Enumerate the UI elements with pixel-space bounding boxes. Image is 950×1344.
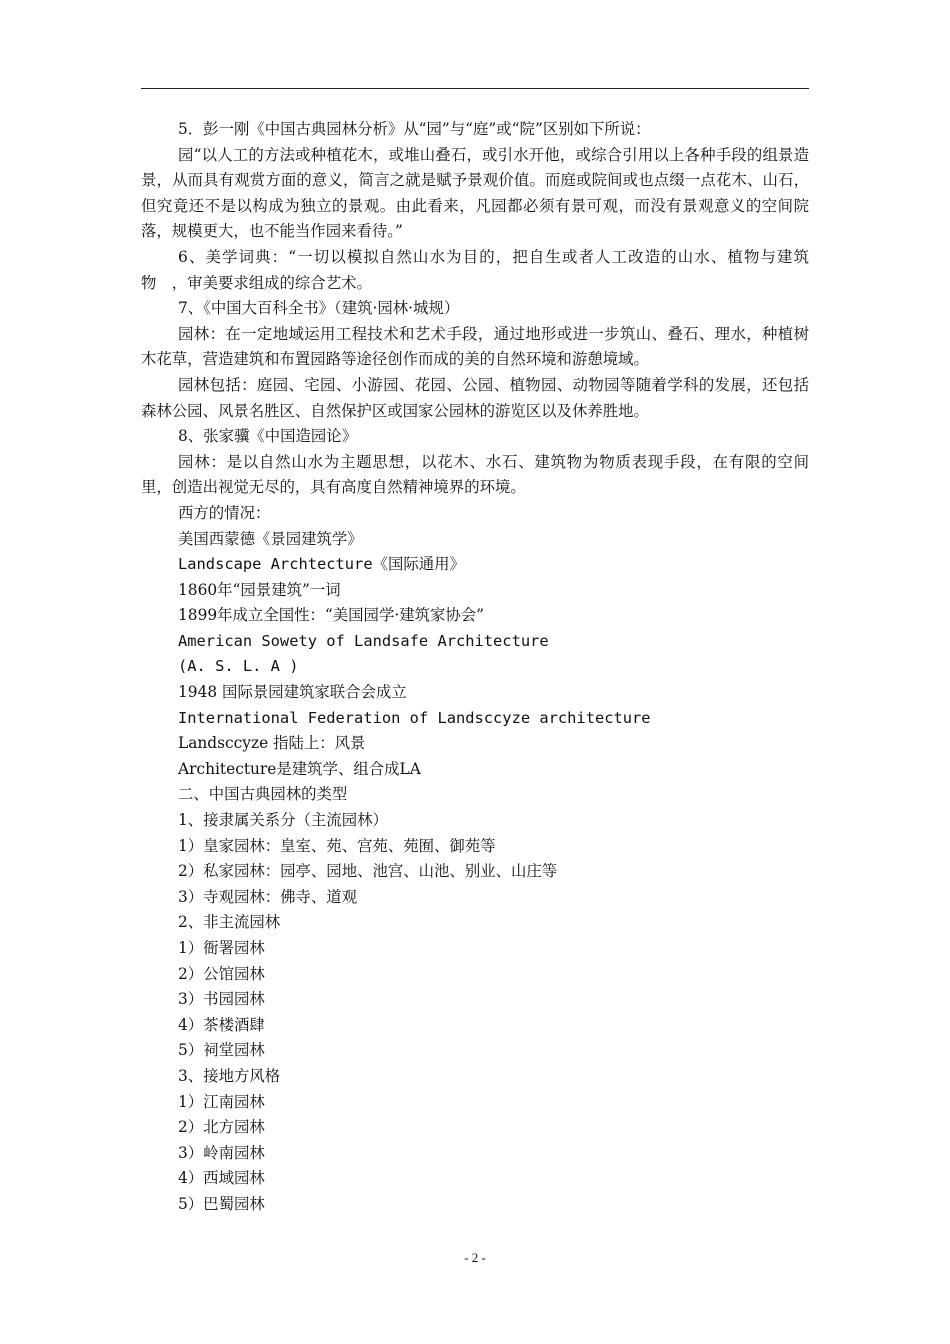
list-item: 2）北方园林: [178, 1118, 265, 1137]
line-landsccyze: Landsccyze 指陆上：风景: [178, 734, 366, 753]
list-item: 2）公馆园林: [178, 964, 265, 983]
paragraph-garden-definition: 园林：在一定地域运用工程技术和艺术手段，通过地形或进一步筑山、叠石、理水，种植树木花草，营造建筑和布置园路等途径创作而成的美的自然环境和游憩境域。: [141, 324, 809, 369]
page-body: [141, 117, 809, 1218]
list-item: 4）茶楼酒肆: [178, 1015, 265, 1034]
line-american-society: American Sowety of Landsafe Architecture: [178, 631, 549, 650]
heading-encyclopedia: 7、《中国大百科全书》（建筑·园林·城规）: [178, 299, 460, 318]
line-western-situation: 西方的情况：: [178, 503, 271, 522]
line-landscape-architecture: Landscape Archtecture《国际通用》: [178, 555, 465, 574]
line-architecture-la: Architecture是建筑学、组合成LA: [178, 759, 421, 778]
line-1860: 1860年“园景建筑”一词: [178, 580, 341, 599]
line-1899: 1899年成立全国性：“美国园学·建筑家协会”: [178, 606, 485, 625]
header-rule: [141, 88, 809, 89]
list-item: 5）巴蜀园林: [178, 1194, 265, 1213]
list-item: 2）私家园林：园亭、园地、池宫、山池、别业、山庄等: [178, 862, 558, 881]
paragraph-peng-yigang: 5．彭一刚《中国古典园林分析》从“园”与“庭”或“院”区别如下所说：: [178, 120, 651, 138]
line-simonds-book: 美国西蒙德《景园建筑学》: [178, 529, 363, 548]
list-item: 5）祠堂园林: [178, 1041, 265, 1060]
line-asla: (A. S. L. A ): [178, 657, 299, 676]
paragraph-zhang-definition: 园林：是以自然山水为主题思想，以花木、水石、建筑物为物质表现手段，在有限的空间里，创造出视觉无尽的，具有高度自然精神境界的环境。: [141, 452, 809, 497]
list-heading-non-mainstream: 2、非主流园林: [178, 913, 281, 932]
list-item: 4）西域园林: [178, 1169, 265, 1188]
list-item: 3）书园园林: [178, 990, 265, 1009]
list-item: 3）寺观园林：佛寺、道观: [178, 887, 358, 906]
line-international-federation: International Federation of Landsccyze architecture: [178, 708, 651, 727]
list-heading-affiliation: 1、接隶属关系分（主流园林）: [178, 811, 388, 830]
heading-garden-types: 二、中国古典园林的类型: [178, 785, 348, 804]
list-heading-regional-style: 3、接地方风格: [178, 1066, 281, 1085]
line-1948: 1948 国际景园建筑家联合会成立: [178, 683, 407, 702]
paragraph-garden-includes: 园林包括：庭园、宅园、小游园、花园、公园、植物园、动物园等随着学科的发展，还包括森林公园、风景名胜区、自然保护区或国家公园林的游览区以及休养胜地。: [141, 375, 809, 420]
page-number: - 2 -: [464, 1250, 486, 1265]
list-item: 1）江南园林: [178, 1092, 265, 1111]
heading-zhang-jiaji: 8、张家骥《中国造园论》: [178, 427, 358, 446]
paragraph-yuan-definition: 园“以人工的方法或种植花木，或堆山叠石，或引水开他，或综合引用以上各种手段的组景造景，从而具有观赏方面的意义，简言之就是赋予景观价值。而庭或院间或也点缀一点花木、山石，但究竟还不是以构成为独立的景观。由此看来，凡园都必须有景可观，而没有景观意义的空间院落，规模更大，也不能当作园来看待。”: [141, 145, 809, 241]
paragraph-aesthetics-dictionary: 6、美学词典：“一切以模拟自然山水为目的，把自生或者人工改造的山水、植物与建筑物 ，审美要求组成的综合艺术。: [141, 247, 809, 292]
list-item: 1）皇家园林：皇室、苑、宫苑、苑囿、御苑等: [178, 836, 496, 855]
list-item: 1）衙署园林: [178, 939, 265, 957]
list-item: 3）岭南园林: [178, 1143, 265, 1162]
